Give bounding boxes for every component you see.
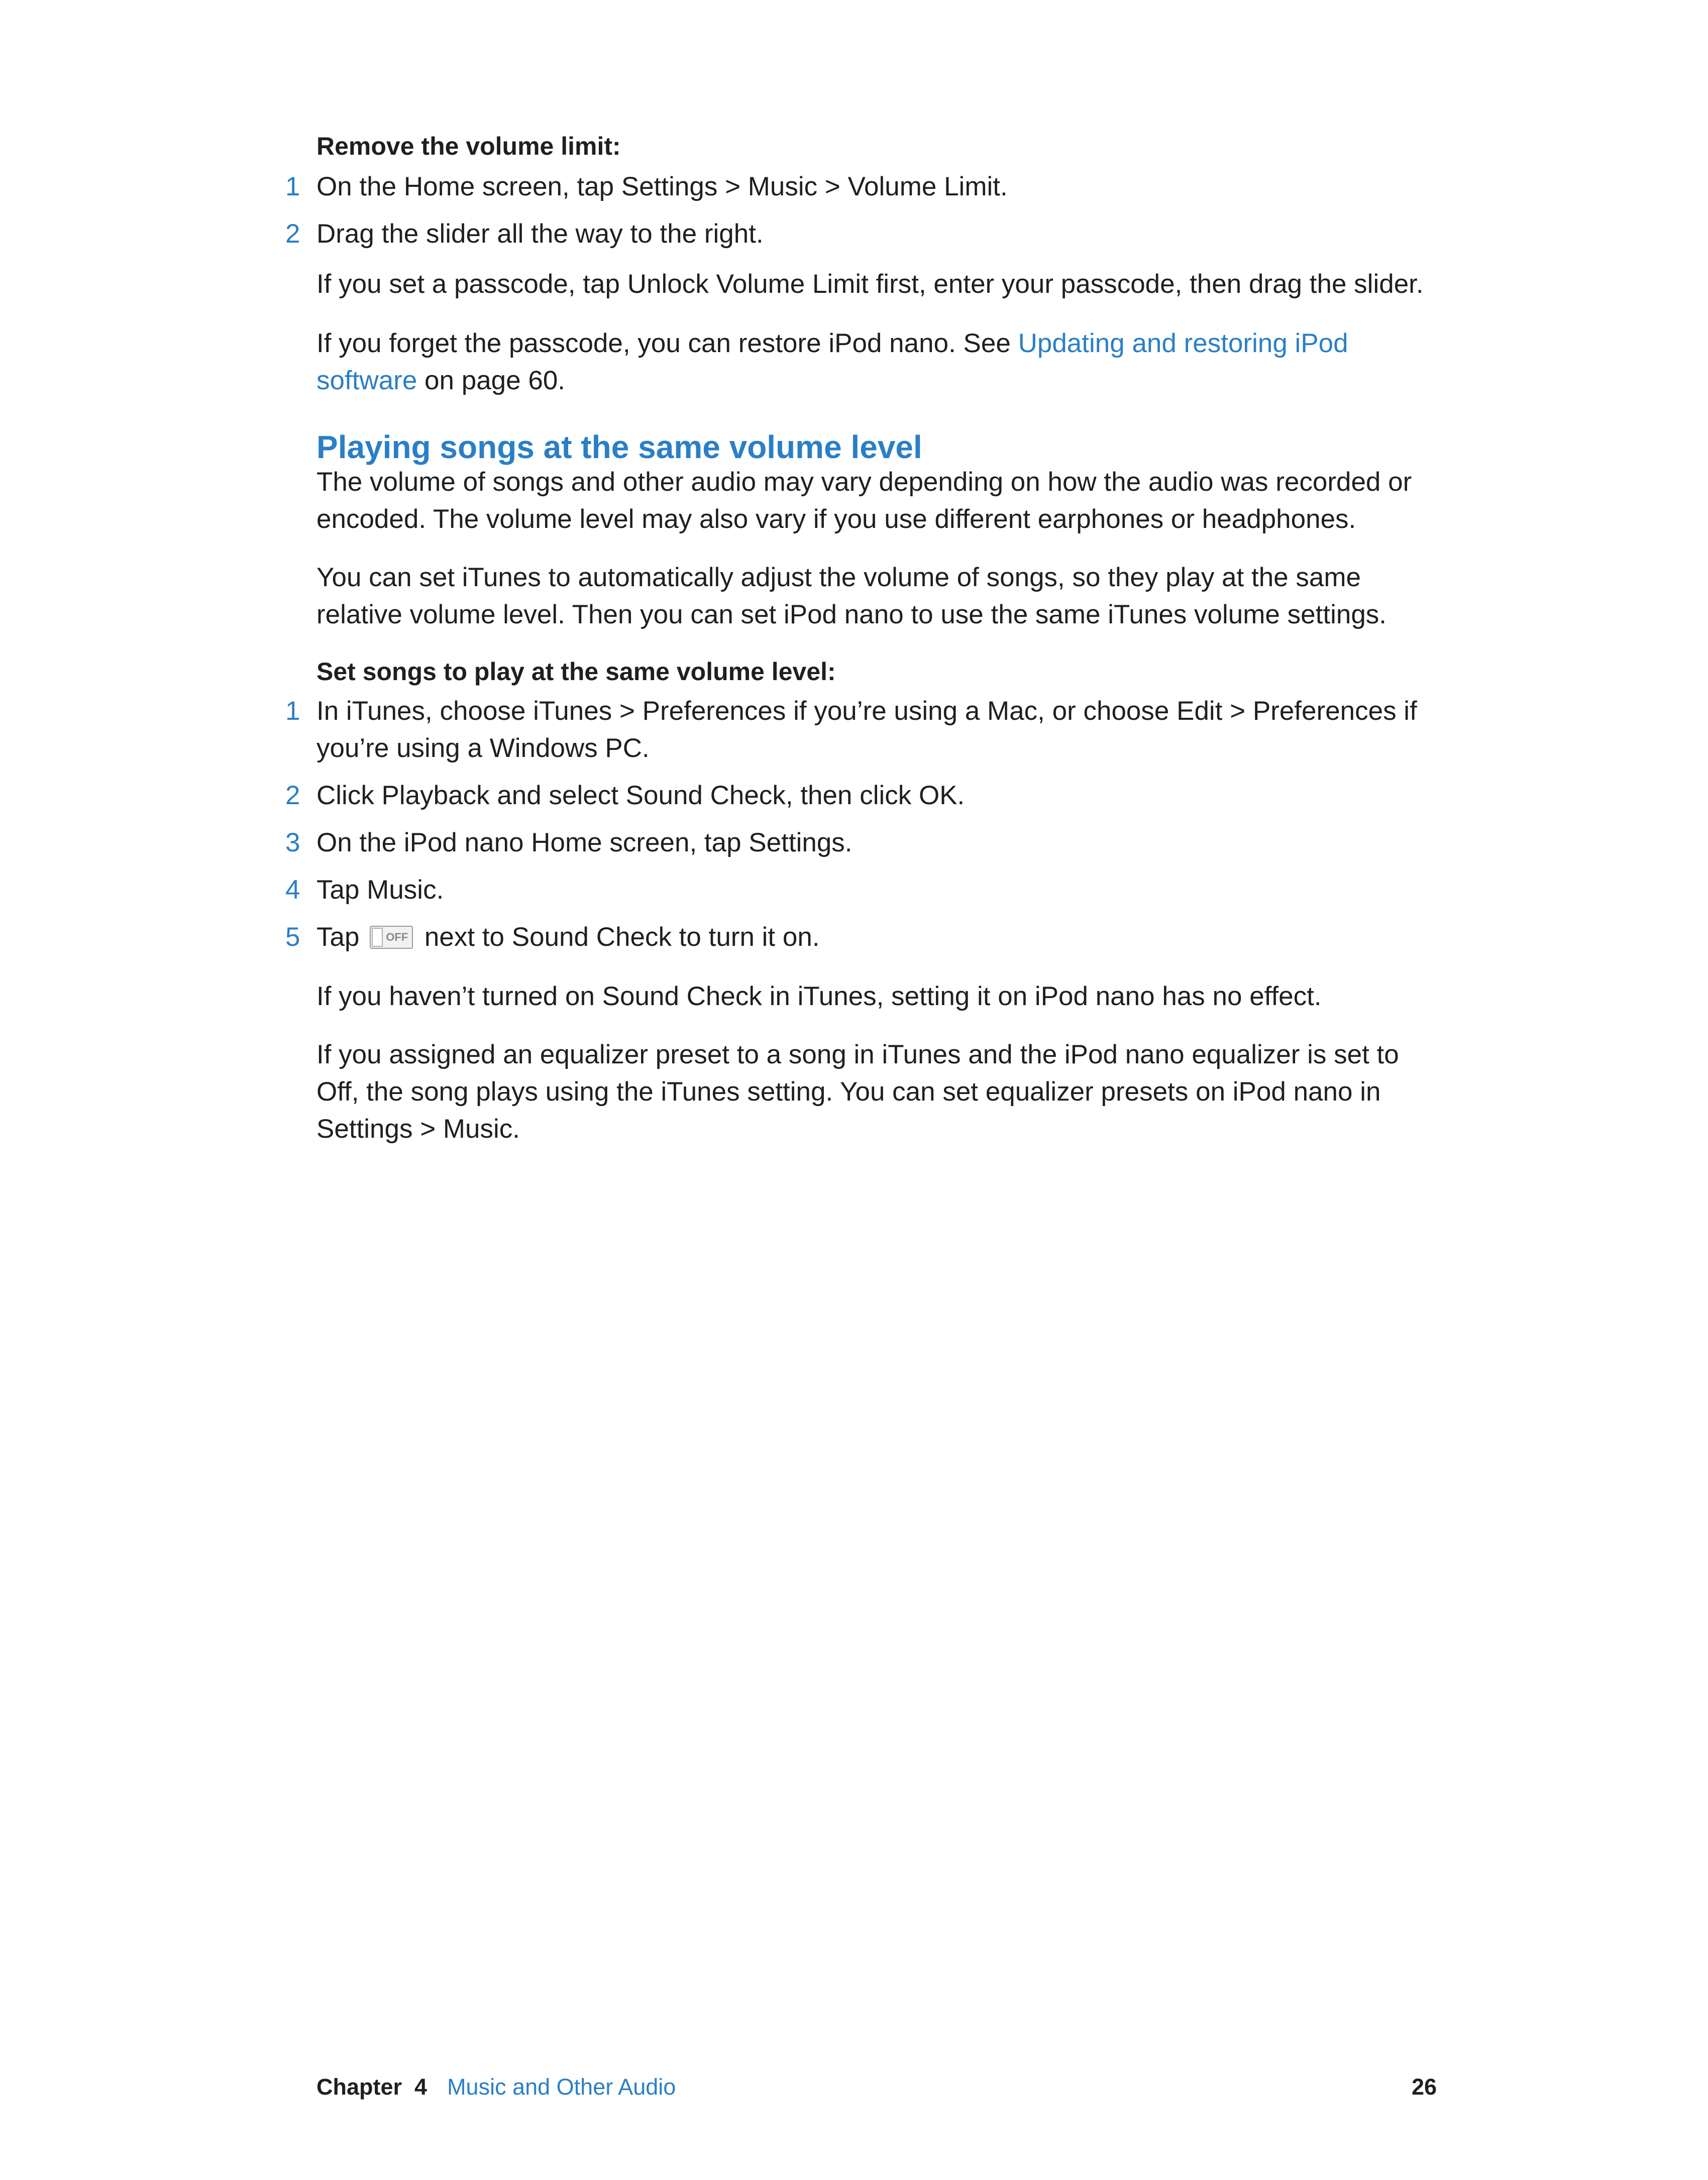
step-text: In iTunes, choose iTunes > Preferences if you’re using a Mac, or choose Edit > Preferences if you’re using a Windows PC. [316,696,1417,763]
step-text: Click Playback and select Sound Check, then click OK. [316,781,965,810]
off-toggle-icon [370,926,413,949]
page-number: 26 [1411,2074,1437,2100]
step-text: Tap Music. [316,875,444,905]
step-number: 1 [285,696,300,726]
page-footer [316,2072,1437,2102]
step-item [285,919,1437,956]
chapter-title-link[interactable]: Music and Other Audio [447,2074,676,2100]
toggle-label: OFF [386,931,408,943]
volume-vary-paragraph: The volume of songs and other audio may vary depending on how the audio was recorded or encoded. The volume level may also vary if you use different earphones or headphones. [316,467,1412,534]
page-content [285,128,1437,1148]
note-text: If you forget the passcode, you can restore iPod nano. See [316,329,1018,358]
sound-check-itunes-note: If you haven’t turned on Sound Check in iTunes, setting it on iPod nano has no effect. [316,982,1322,1011]
equalizer-note: If you assigned an equalizer preset to a song in iTunes and the iPod nano equalizer is set to Off, the song plays using the iTunes setting. You can set equalizer presets on iPod nano in Settings > Music. [316,1040,1399,1144]
chapter-number: Chapter 4 [316,2074,428,2100]
step-item [285,693,1437,767]
step-text: next to Sound Check to turn it on. [424,922,820,952]
remove-volume-limit-label: Remove the volume limit: [316,132,621,160]
step-text: On the iPod nano Home screen, tap Settings. [316,828,852,857]
step-number: 1 [285,172,300,201]
updating-restoring-link[interactable]: Updating and restoring iPod software [316,329,1348,395]
toggle-knob [372,928,383,947]
section-heading: Playing songs at the same volume level [316,429,922,465]
step-text: On the Home screen, tap Settings > Music > Volume Limit. [316,172,1008,201]
step-number: 2 [285,781,300,810]
step-number: 3 [285,828,300,857]
step-number: 5 [285,922,300,952]
set-songs-label: Set songs to play at the same volume level: [316,658,836,686]
step-item [285,824,1437,861]
step-item [285,777,1437,814]
note-text: on page 60. [417,366,566,395]
forgot-passcode-note [316,325,1437,399]
step-text: Tap [316,922,360,952]
step-item [285,215,1437,253]
step-number: 2 [285,219,300,249]
passcode-note: If you set a passcode, tap Unlock Volume Limit first, enter your passcode, then drag the slider. [316,269,1424,299]
step-item [285,168,1437,205]
sound-check-paragraph: You can set iTunes to automatically adjust the volume of songs, so they play at the same relative volume level. Then you can set iPod nano to use the same iTunes volume settings. [316,563,1387,629]
step-item [285,871,1437,909]
step-number: 4 [285,875,300,905]
step-text: Drag the slider all the way to the right. [316,219,764,249]
